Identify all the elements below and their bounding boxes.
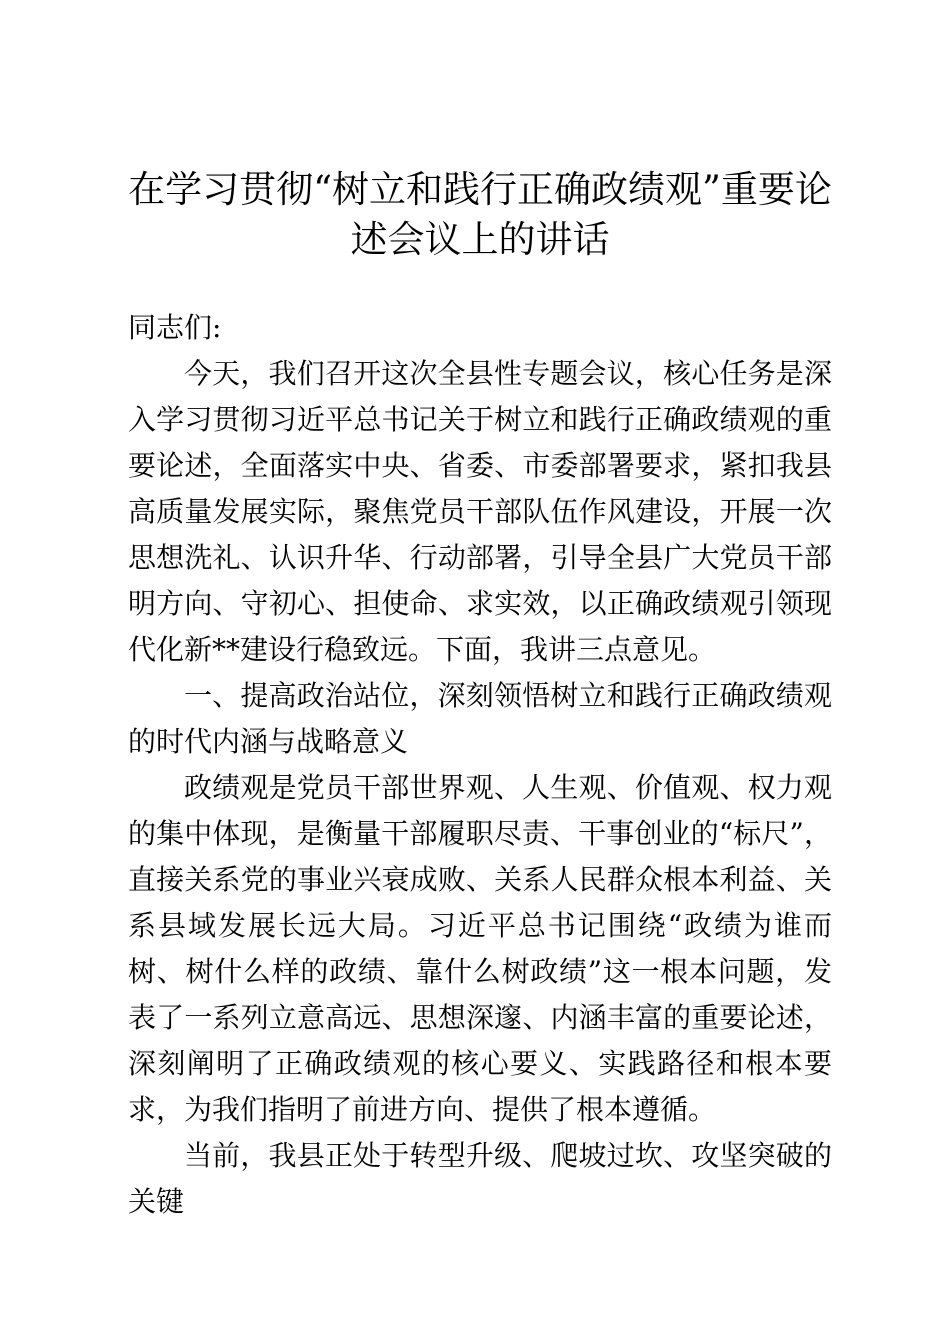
paragraph-body: 政绩观是党员干部世界观、人生观、价值观、权力观的集中体现，是衡量干部履职尽责、干事创业的“标尺”，直接关系党的事业兴衰成败、关系人民群众根本利益、关系县域发展长远大局。习近平总书记围绕“政绩为谁而树、树什么样的政绩、靠什么树政绩”这一根本问题，发表了一系列立意高远、思想深邃、内涵丰富的重要论述，深刻阐明了正确政绩观的核心要义、实践路径和根本要求，为我们指明了前进方向、提供了根本遵循。: [128, 771, 832, 1126]
document-body: [128, 305, 832, 1225]
paragraph-intro: 今天，我们召开这次全县性专题会议，核心任务是深入学习贯彻习近平总书记关于树立和践行正确政绩观的重要论述，全面落实中央、省委、市委部署要求，紧扣我县高质量发展实际，聚焦党员干部队伍作风建设，开展一次思想洗礼、认识升华、行动部署，引导全县广大党员干部明方向、守初心、担使命、求实效，以正确政绩观引领现代化新**建设行稳致远。下面，我讲三点意见。: [128, 357, 832, 666]
section-heading-1: 一、提高政治站位，深刻领悟树立和践行正确政绩观的时代内涵与战略意义: [128, 679, 832, 758]
paragraph-body: 当前，我县正处于转型升级、爬坡过坎、攻坚突破的关键: [128, 1139, 832, 1218]
document-title: 在学习贯彻“树立和践行正确政绩观”重要论述会议上的讲话: [128, 168, 832, 261]
greeting: 同志们:: [128, 311, 222, 344]
